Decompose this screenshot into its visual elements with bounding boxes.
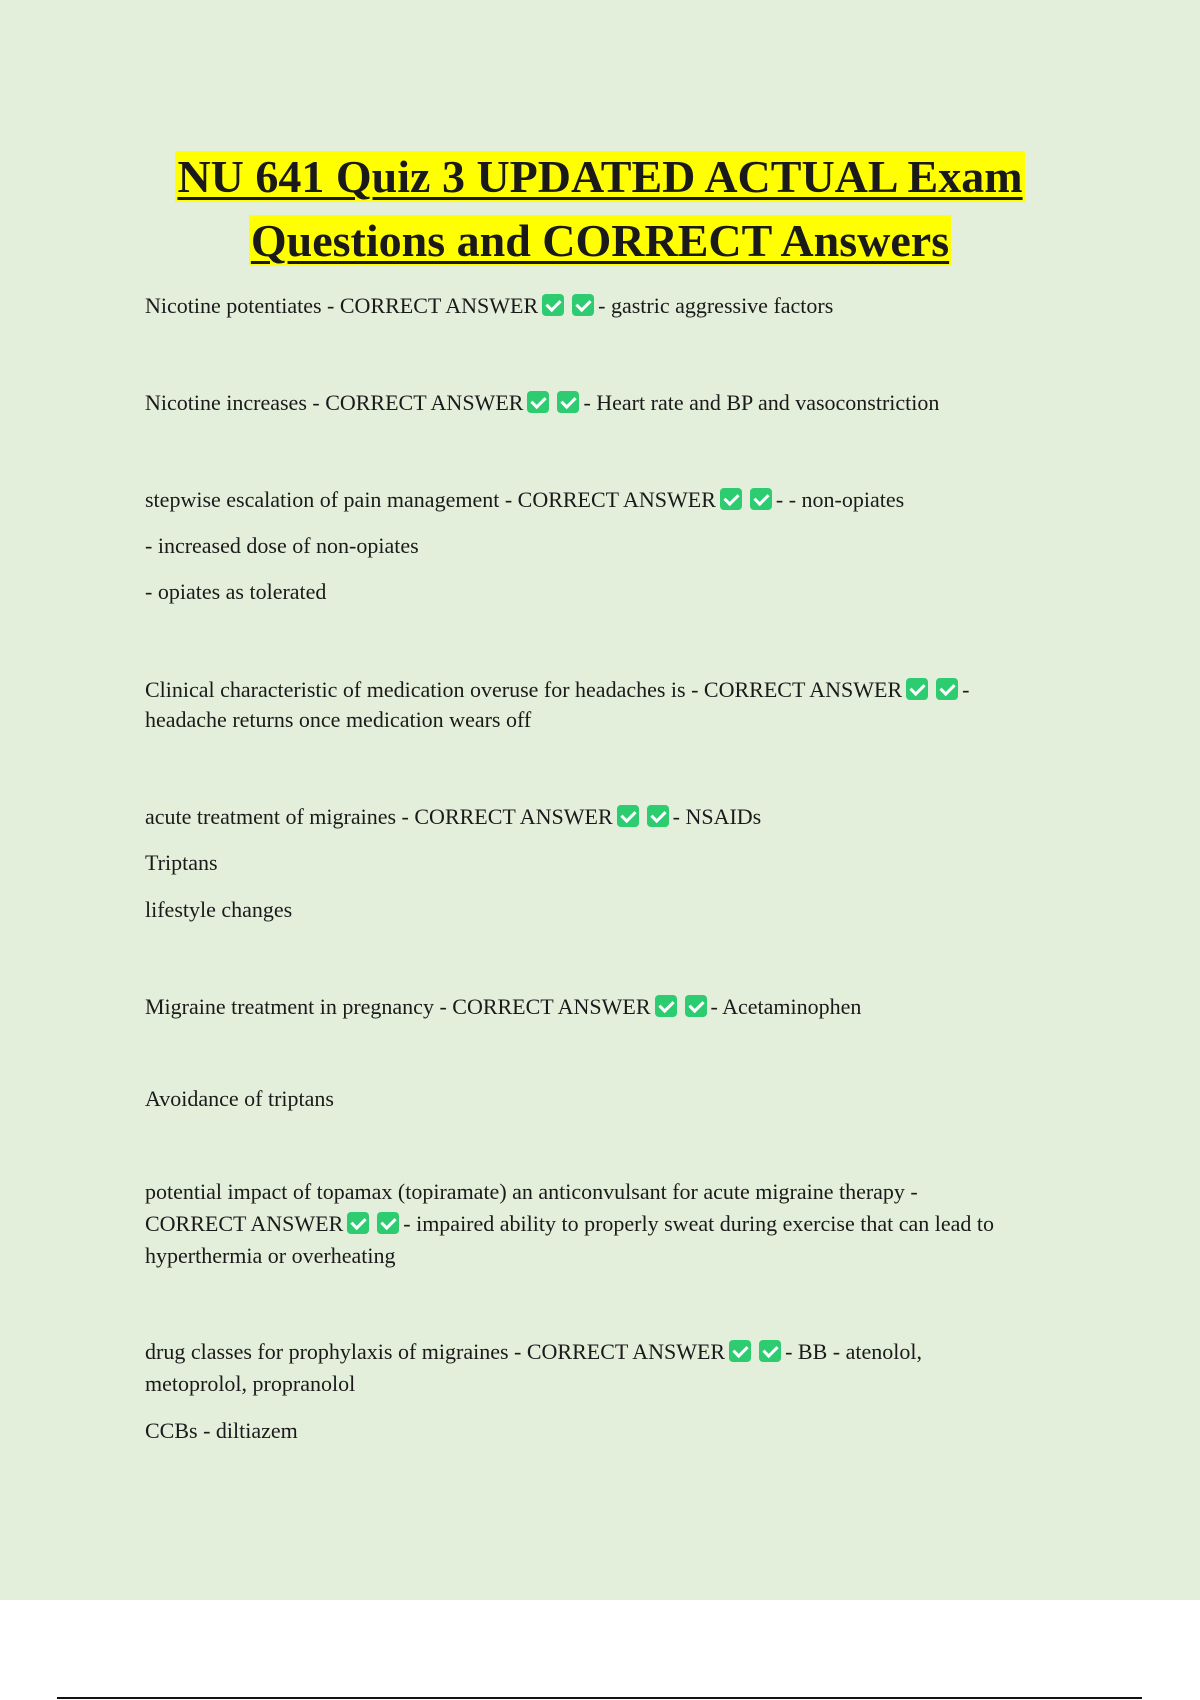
answer-extra-line: hyperthermia or overheating xyxy=(145,1243,396,1268)
question-text: Nicotine increases - CORRECT ANSWER xyxy=(145,390,524,415)
qa-item-5 xyxy=(145,801,761,833)
check-box-icon xyxy=(617,805,639,827)
check-box-icon xyxy=(377,1212,399,1234)
check-box-icon xyxy=(906,678,928,700)
answer-text: - - non-opiates xyxy=(775,487,905,512)
answer-extra-line: - opiates as tolerated xyxy=(145,579,327,604)
answer-text: - Acetaminophen xyxy=(710,994,862,1019)
title-line-2: Questions and CORRECT Answers xyxy=(250,215,950,266)
answer-extra-line: CCBs - diltiazem xyxy=(145,1418,298,1443)
qa-item-3 xyxy=(145,484,904,516)
title-line-1: NU 641 Quiz 3 UPDATED ACTUAL Exam xyxy=(177,151,1023,202)
answer-extra-line: Avoidance of triptans xyxy=(145,1086,334,1111)
question-text: drug classes for prophylaxis of migraines - CORRECT ANSWER xyxy=(145,1339,726,1364)
answer-extra-line: Triptans xyxy=(145,850,218,875)
answer-text: - impaired ability to properly sweat during exercise that can lead to xyxy=(403,1211,994,1236)
check-box-icon xyxy=(542,294,564,316)
qa-item-1 xyxy=(145,290,833,322)
check-box-icon xyxy=(557,391,579,413)
check-box-icon xyxy=(750,488,772,510)
question-text: Nicotine potentiates - CORRECT ANSWER xyxy=(145,293,539,318)
answer-text: - gastric aggressive factors xyxy=(598,293,834,318)
qa-item-7-question-start: potential impact of topamax (topiramate) an anticonvulsant for acute migraine therapy - xyxy=(145,1179,918,1204)
check-box-icon xyxy=(527,391,549,413)
answer-text: - BB - atenolol, xyxy=(785,1339,922,1364)
check-box-icon xyxy=(720,488,742,510)
check-box-icon xyxy=(729,1340,751,1362)
page-bottom-divider xyxy=(57,1697,1142,1699)
qa-item-2 xyxy=(145,387,939,419)
answer-extra-line: metoprolol, propranolol xyxy=(145,1371,356,1396)
answer-extra-line: - increased dose of non-opiates xyxy=(145,533,419,558)
question-text: Clinical characteristic of medication overuse for headaches is - CORRECT ANSWER xyxy=(145,677,903,702)
answer-text: - NSAIDs xyxy=(672,804,762,829)
question-text: Migraine treatment in pregnancy - CORRECT ANSWER xyxy=(145,994,651,1019)
check-box-icon xyxy=(655,995,677,1017)
check-box-icon xyxy=(936,678,958,700)
qa-item-8 xyxy=(145,1336,922,1368)
qa-item-6 xyxy=(145,991,861,1023)
qa-item-4 xyxy=(145,674,970,706)
question-text: CORRECT ANSWER xyxy=(145,1211,344,1236)
document-title xyxy=(0,145,1200,273)
question-text: stepwise escalation of pain management - CORRECT ANSWER xyxy=(145,487,716,512)
check-box-icon xyxy=(759,1340,781,1362)
answer-text: - xyxy=(962,677,970,702)
qa-item-7 xyxy=(145,1208,994,1240)
check-box-icon xyxy=(685,995,707,1017)
answer-extra-line: lifestyle changes xyxy=(145,897,293,922)
check-box-icon xyxy=(647,805,669,827)
check-box-icon xyxy=(572,294,594,316)
answer-extra-line: headache returns once medication wears off xyxy=(145,707,532,732)
answer-text: - Heart rate and BP and vasoconstriction xyxy=(583,390,940,415)
check-box-icon xyxy=(347,1212,369,1234)
question-text: acute treatment of migraines - CORRECT ANSWER xyxy=(145,804,613,829)
